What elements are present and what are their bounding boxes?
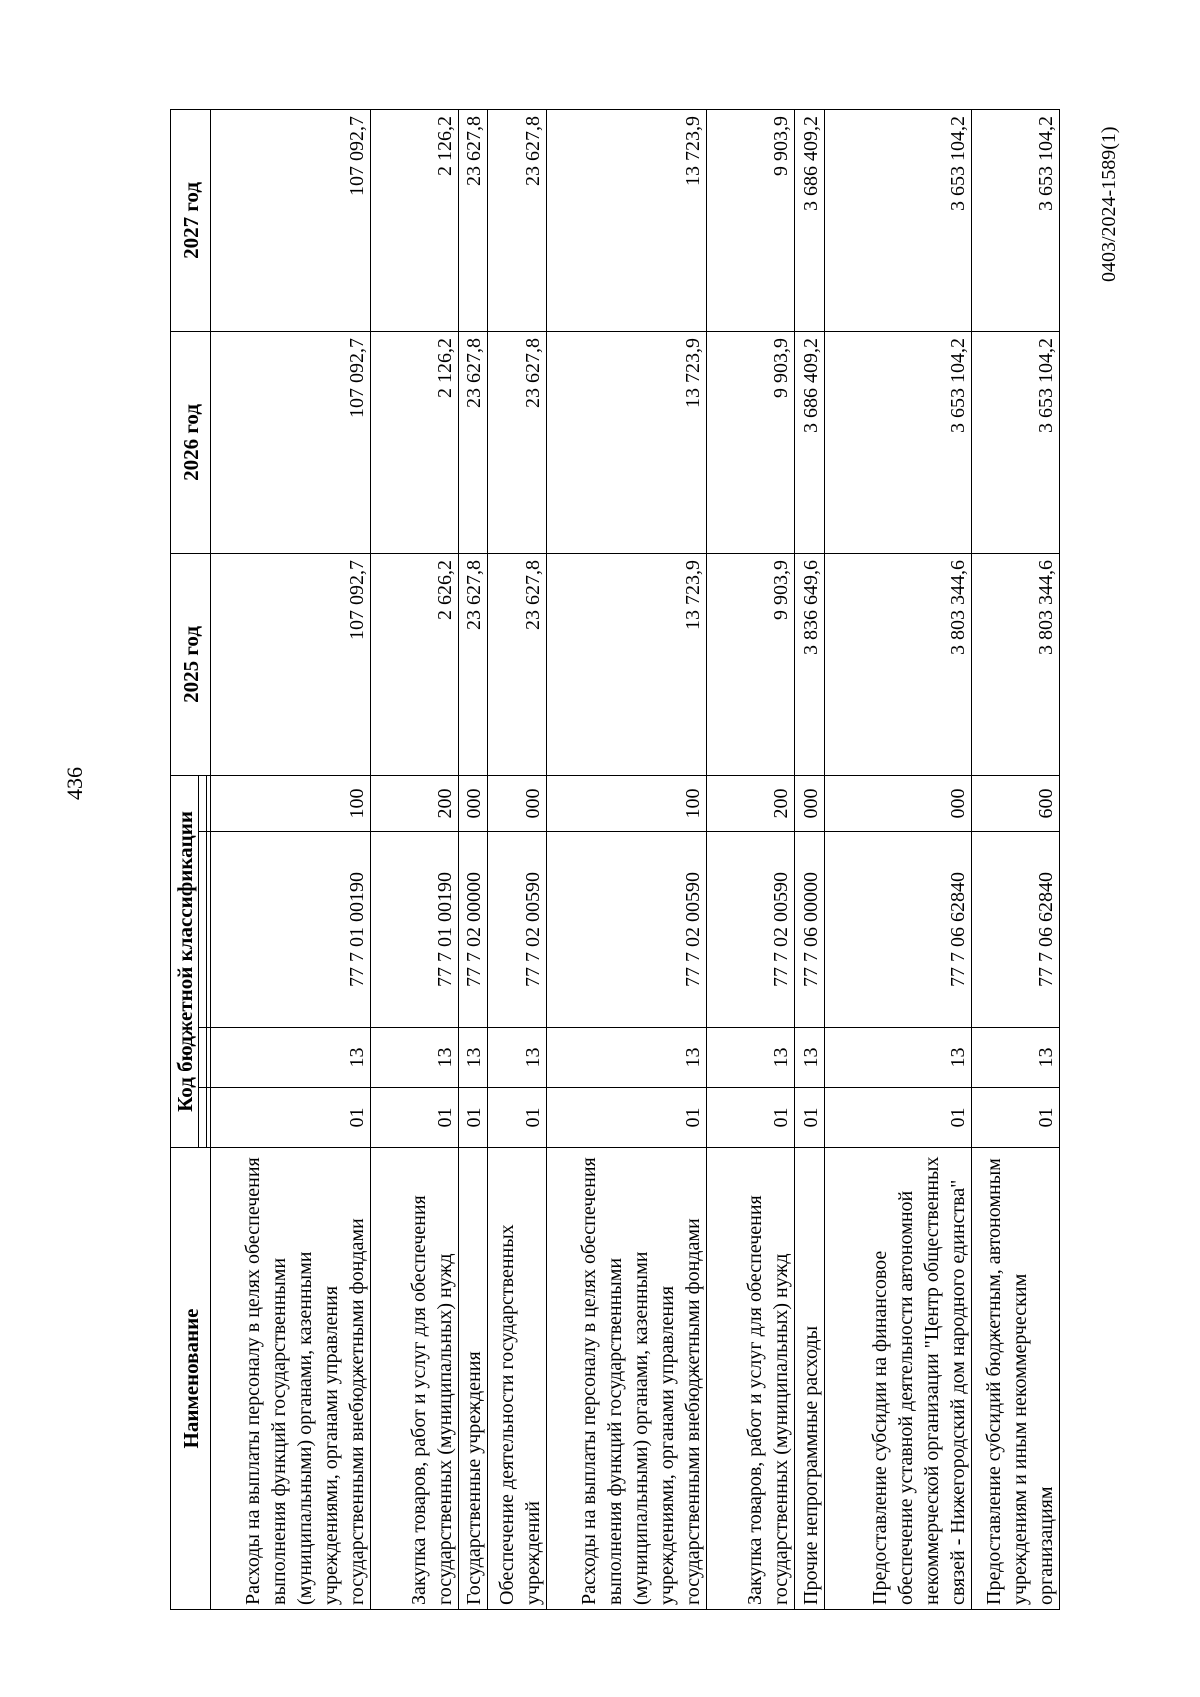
row-code-section: 01 [971, 1088, 1059, 1148]
row-value-2026: 3 686 409,2 [795, 331, 824, 553]
row-value-2027: 23 627,8 [458, 109, 487, 331]
row-code-section: 01 [488, 1088, 547, 1148]
row-name: Предоставление субсидий бюджетным, автономным учреждениям и иным некоммерческим организациям [971, 1148, 1059, 1610]
row-code-type: 200 [706, 775, 794, 831]
row-value-2027: 3 686 409,2 [795, 109, 824, 331]
row-code-article: 77 7 01 00190 [211, 832, 371, 1028]
table-row [824, 109, 971, 1609]
header-2027: 2027 год [171, 109, 211, 331]
row-name: Прочие непрограммные расходы [795, 1148, 824, 1610]
row-code-type: 100 [547, 775, 707, 831]
row-code-subsection: 13 [795, 1028, 824, 1088]
header-2026: 2026 год [171, 331, 211, 553]
row-value-2027: 107 092,7 [211, 109, 371, 331]
row-value-2025: 3 803 344,6 [971, 553, 1059, 775]
row-code-subsection: 13 [488, 1028, 547, 1088]
row-code-type: 200 [370, 775, 458, 831]
budget-table-rotated [170, 110, 1060, 1610]
table-row [971, 109, 1059, 1609]
table-row [795, 109, 824, 1609]
row-code-subsection: 13 [824, 1028, 971, 1088]
row-code-section: 01 [824, 1088, 971, 1148]
row-value-2026: 3 653 104,2 [971, 331, 1059, 553]
row-value-2025: 23 627,8 [488, 553, 547, 775]
row-value-2027: 3 653 104,2 [971, 109, 1059, 331]
row-code-type: 600 [971, 775, 1059, 831]
row-value-2025: 107 092,7 [211, 553, 371, 775]
row-code-type: 000 [458, 775, 487, 831]
row-code-type: 000 [824, 775, 971, 831]
row-name: Закупка товаров, работ и услуг для обеспечения государственных (муниципальных) нужд [370, 1148, 458, 1610]
row-code-subsection: 13 [547, 1028, 707, 1088]
table-row [458, 109, 487, 1609]
header-name: Наименование [171, 1148, 211, 1610]
row-code-subsection: 13 [971, 1028, 1059, 1088]
row-code-section: 01 [370, 1088, 458, 1148]
row-code-article: 77 7 02 00590 [706, 832, 794, 1028]
row-code-article: 77 7 06 62840 [971, 832, 1059, 1028]
row-code-type: 100 [211, 775, 371, 831]
row-code-section: 01 [706, 1088, 794, 1148]
header-code-sub-4 [199, 775, 207, 831]
row-code-article: 77 7 06 00000 [795, 832, 824, 1028]
row-code-section: 01 [795, 1088, 824, 1148]
row-code-subsection: 13 [706, 1028, 794, 1088]
row-code-article: 77 7 02 00590 [488, 832, 547, 1028]
row-value-2026: 9 903,9 [706, 331, 794, 553]
row-value-2025: 13 723,9 [547, 553, 707, 775]
document-code: 0403/2024-1589(1) [1098, 126, 1120, 282]
row-value-2025: 2 626,2 [370, 553, 458, 775]
row-value-2027: 23 627,8 [488, 109, 547, 331]
row-value-2027: 2 126,2 [370, 109, 458, 331]
row-code-article: 77 7 06 62840 [824, 832, 971, 1028]
row-name: Расходы на выплаты персоналу в целях обеспечения выполнения функций государственными (муниципальными) органами, казенными учреждениями, органами управления государственными внебюджетными фондами [211, 1148, 371, 1610]
row-code-type: 000 [488, 775, 547, 831]
row-code-article: 77 7 01 00190 [370, 832, 458, 1028]
row-code-section: 01 [211, 1088, 371, 1148]
row-code-type: 000 [795, 775, 824, 831]
header-code-sub-3 [199, 832, 207, 1028]
row-code-article: 77 7 02 00000 [458, 832, 487, 1028]
table-row [488, 109, 547, 1609]
row-code-subsection: 13 [370, 1028, 458, 1088]
header-code-group: Код бюджетной классификации [171, 775, 199, 1147]
row-value-2027: 3 653 104,2 [824, 109, 971, 331]
header-code-sub-1 [199, 1088, 207, 1148]
row-value-2025: 3 836 649,6 [795, 553, 824, 775]
row-value-2026: 23 627,8 [488, 331, 547, 553]
row-name: Закупка товаров, работ и услуг для обеспечения государственных (муниципальных) нужд [706, 1148, 794, 1610]
page-number: 436 [62, 767, 87, 800]
row-code-section: 01 [547, 1088, 707, 1148]
budget-table [170, 109, 1060, 1610]
table-row [211, 109, 371, 1609]
table-row [547, 109, 707, 1609]
row-value-2026: 107 092,7 [211, 331, 371, 553]
row-value-2026: 2 126,2 [370, 331, 458, 553]
row-name: Обеспечение деятельности государственных учреждений [488, 1148, 547, 1610]
row-value-2026: 13 723,9 [547, 331, 707, 553]
header-row-1 [171, 109, 199, 1609]
row-value-2026: 23 627,8 [458, 331, 487, 553]
row-code-subsection: 13 [458, 1028, 487, 1088]
table-row [370, 109, 458, 1609]
row-name: Государственные учреждения [458, 1148, 487, 1610]
row-value-2025: 3 803 344,6 [824, 553, 971, 775]
row-value-2027: 13 723,9 [547, 109, 707, 331]
row-name: Расходы на выплаты персоналу в целях обеспечения выполнения функций государственными (муниципальными) органами, казенными учреждениями, органами управления государственными внебюджетными фондами [547, 1148, 707, 1610]
row-code-article: 77 7 02 00590 [547, 832, 707, 1028]
row-name: Предоставление субсидии на финансовое обеспечение уставной деятельности автономной некоммерческой организации "Центр общественных связей - Нижегородский дом народного единства" [824, 1148, 971, 1610]
header-2025: 2025 год [171, 553, 211, 775]
table-row [706, 109, 794, 1609]
row-code-section: 01 [458, 1088, 487, 1148]
header-code-sub-2 [199, 1028, 207, 1088]
row-value-2026: 3 653 104,2 [824, 331, 971, 553]
row-value-2025: 9 903,9 [706, 553, 794, 775]
row-value-2025: 23 627,8 [458, 553, 487, 775]
row-code-subsection: 13 [211, 1028, 371, 1088]
row-value-2027: 9 903,9 [706, 109, 794, 331]
